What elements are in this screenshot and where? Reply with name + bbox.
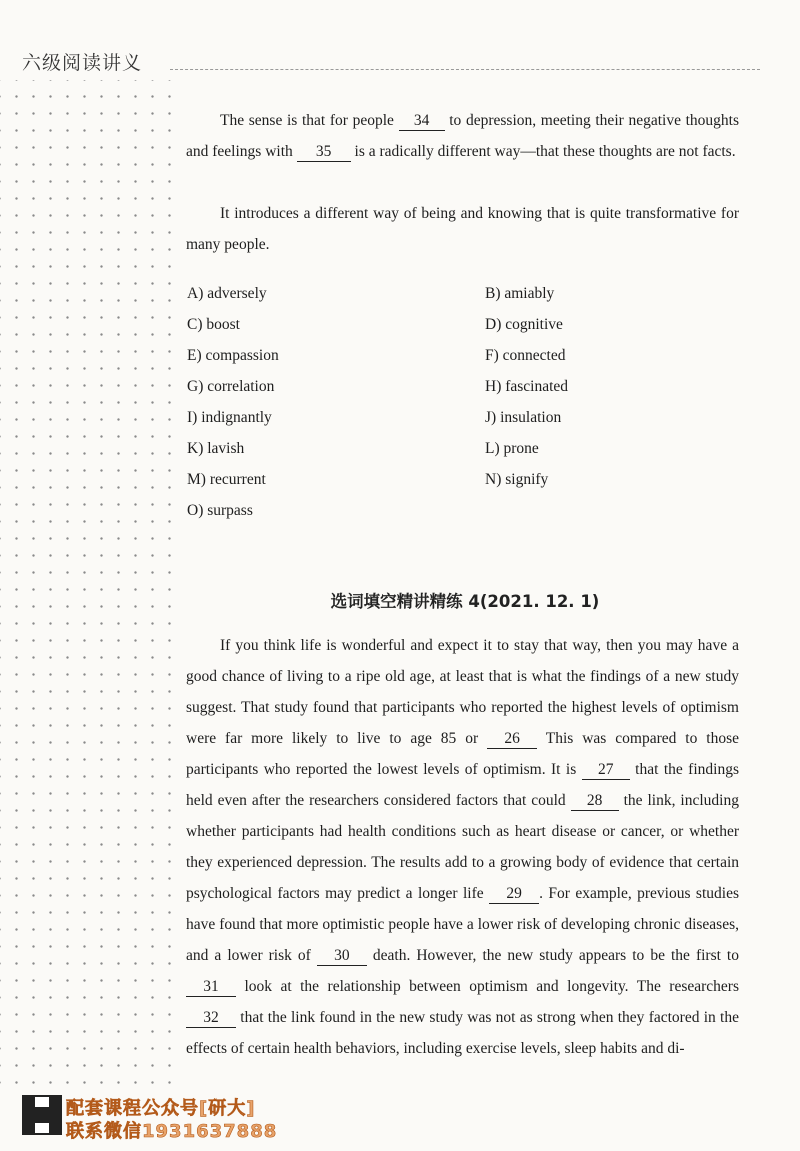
option-n: N) signify — [485, 471, 549, 488]
option-d: D) cognitive — [485, 316, 563, 333]
blank-30: 30 — [317, 947, 367, 966]
blank-29: 29 — [489, 885, 539, 904]
running-header: 六级阅读讲义 — [22, 52, 143, 74]
blank-35: 35 — [297, 143, 351, 162]
option-i: I) indignantly — [187, 409, 272, 426]
blank-32: 32 — [186, 1009, 236, 1028]
watermark-line-1: 配套课程公众号[研大] — [66, 1098, 256, 1119]
passage-top-paragraph-2: It introduces a different way of being and knowing that is quite transformative for many people. — [186, 205, 739, 253]
header-divider — [170, 69, 760, 70]
word-bank — [187, 280, 707, 528]
option-e: E) compassion — [187, 347, 279, 364]
option-m: M) recurrent — [187, 471, 266, 488]
passage-top-paragraph-1: The sense is that for people 34 to depression, meeting their negative thoughts and feelings with 35 is a radically different way—that these thoughts are not facts. — [186, 112, 739, 160]
watermark-line-2: 联系微信1931637888 — [66, 1121, 278, 1142]
section-title: 选词填空精讲精练 4(2021. 12. 1) — [330, 592, 600, 611]
option-j: J) insulation — [485, 409, 562, 426]
option-h: H) fascinated — [485, 378, 569, 395]
blank-27: 27 — [582, 761, 630, 780]
passage-main-paragraph: If you think life is wonderful and expect it to stay that way, then you may have a good chance of living to a ripe old age, at least that is what the findings of a new study suggest. That study found that participants who reported the highest levels of optimism were far more likely to live to age 85 or 26 This was compared to those participants who reported the lowest levels of optimism. It is 27 that the findings held even after the researchers considered factors that could 28 the link, including whether participants had health conditions such as heart disease or cancer, or whether they experienced depression. The results add to a growing body of evidence that certain psychological factors may predict a longer life 29 . For example, previous studies have found that more optimistic people have a lower risk of developing chronic diseases, and a lower risk of 30 death. However, the new study appears to be the first to 31 look at the relationship between optimism and longevity. The researchers 32 that the link found in the new study was not as strong when they factored in the effects of certain health behaviors, including exercise levels, sleep habits and di- — [186, 637, 740, 1057]
blank-26: 26 — [487, 730, 537, 749]
blank-34: 34 — [399, 112, 445, 131]
option-a: A) adversely — [187, 285, 267, 302]
option-l: L) prone — [485, 440, 539, 457]
option-o: O) surpass — [187, 502, 253, 519]
dotted-note-margin — [0, 80, 172, 1090]
option-k: K) lavish — [187, 440, 245, 457]
option-c: C) boost — [187, 316, 240, 333]
option-b: B) amiably — [485, 285, 555, 302]
option-g: G) correlation — [187, 378, 275, 395]
blank-28: 28 — [571, 792, 619, 811]
option-f: F) connected — [485, 347, 566, 364]
blank-31: 31 — [186, 978, 236, 997]
qr-code-icon — [22, 1095, 62, 1135]
